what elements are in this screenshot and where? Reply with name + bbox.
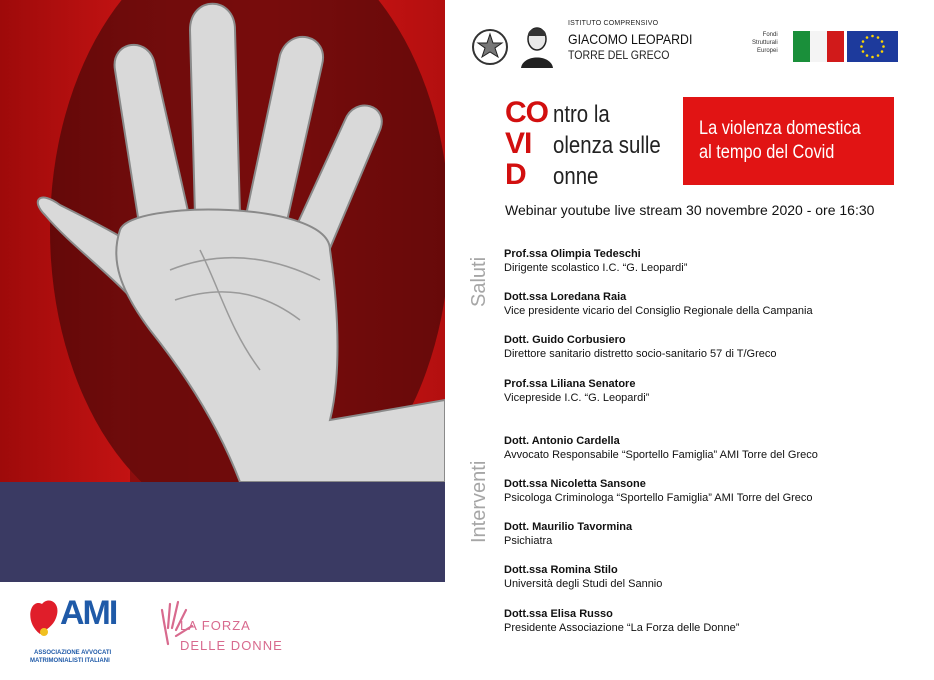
leopardi-portrait-icon xyxy=(519,24,555,73)
raised-hand-image xyxy=(0,0,445,482)
european-funds-label: Fondi Strutturali Europei xyxy=(752,32,778,54)
speaker-interventi-4: Dott.ssa Romina Stilo Università degli Studi del Sannio xyxy=(504,564,663,590)
title-d: D xyxy=(505,158,526,191)
speaker-interventi-3: Dott. Maurilio Tavormina Psichiatra xyxy=(504,521,633,547)
ami-subtitle-1: ASSOCIAZIONE AVVOCATI xyxy=(34,650,112,656)
speaker-interventi-1: Dott. Antonio Cardella Avvocato Responsabile “Sportello Famiglia” AMI Torre del Greco xyxy=(504,435,818,461)
interventi-section-label: Interventi xyxy=(468,460,490,543)
title-violenza: olenza sulle xyxy=(553,132,661,159)
forza-line2: DELLE DONNE xyxy=(180,638,283,653)
title-donne: onne xyxy=(553,163,599,190)
speaker-saluti-1: Prof.ssa Olimpia Tedeschi Dirigente scolastico I.C. “G. Leopardi” xyxy=(504,248,688,274)
italian-republic-emblem-icon xyxy=(471,27,509,72)
subtitle-line2: al tempo del Covid xyxy=(699,142,835,163)
eu-flag-icon xyxy=(847,31,898,62)
navy-band xyxy=(0,482,445,582)
ami-logo xyxy=(26,592,126,672)
hand-photo xyxy=(0,0,445,482)
event-title xyxy=(505,96,680,189)
forza-line1: LA FORZA xyxy=(180,618,251,633)
speaker-interventi-5: Dott.ssa Elisa Russo Presidente Associazione “La Forza delle Donne” xyxy=(504,608,740,634)
school-logo-text xyxy=(568,20,709,62)
saluti-section-label: Saluti xyxy=(468,256,490,307)
ami-wordmark: AMI xyxy=(60,594,117,632)
title-vi: VI xyxy=(505,127,532,160)
title-co: CO xyxy=(505,96,548,129)
speaker-saluti-4: Prof.ssa Liliana Senatore Vicepreside I.C. “G. Leopardi” xyxy=(504,378,650,404)
webinar-info: Webinar youtube live stream 30 novembre 2020 - ore 16:30 xyxy=(505,202,875,218)
italian-flag-icon xyxy=(793,31,844,62)
school-name: GIACOMO LEOPARDI xyxy=(568,31,693,47)
speaker-saluti-3: Dott. Guido Corbusiero Direttore sanitario distretto socio-sanitario 57 di T/Greco xyxy=(504,334,777,360)
school-type-label: ISTITUTO COMPRENSIVO xyxy=(568,20,659,27)
subtitle-line1: La violenza domestica xyxy=(699,118,861,139)
forza-delle-donne-logo xyxy=(156,598,283,664)
speaker-interventi-2: Dott.ssa Nicoletta Sansone Psicologa Criminologa “Sportello Famiglia” AMI Torre del Greco xyxy=(504,478,813,504)
subtitle-box xyxy=(683,97,894,185)
school-town: TORRE DEL GRECO xyxy=(568,48,670,62)
ami-subtitle-2: MATRIMONIALISTI ITALIANI xyxy=(30,658,110,664)
speaker-saluti-2: Dott.ssa Loredana Raia Vice presidente vicario del Consiglio Regionale della Campania xyxy=(504,291,813,317)
title-contro: ntro la xyxy=(553,101,610,128)
